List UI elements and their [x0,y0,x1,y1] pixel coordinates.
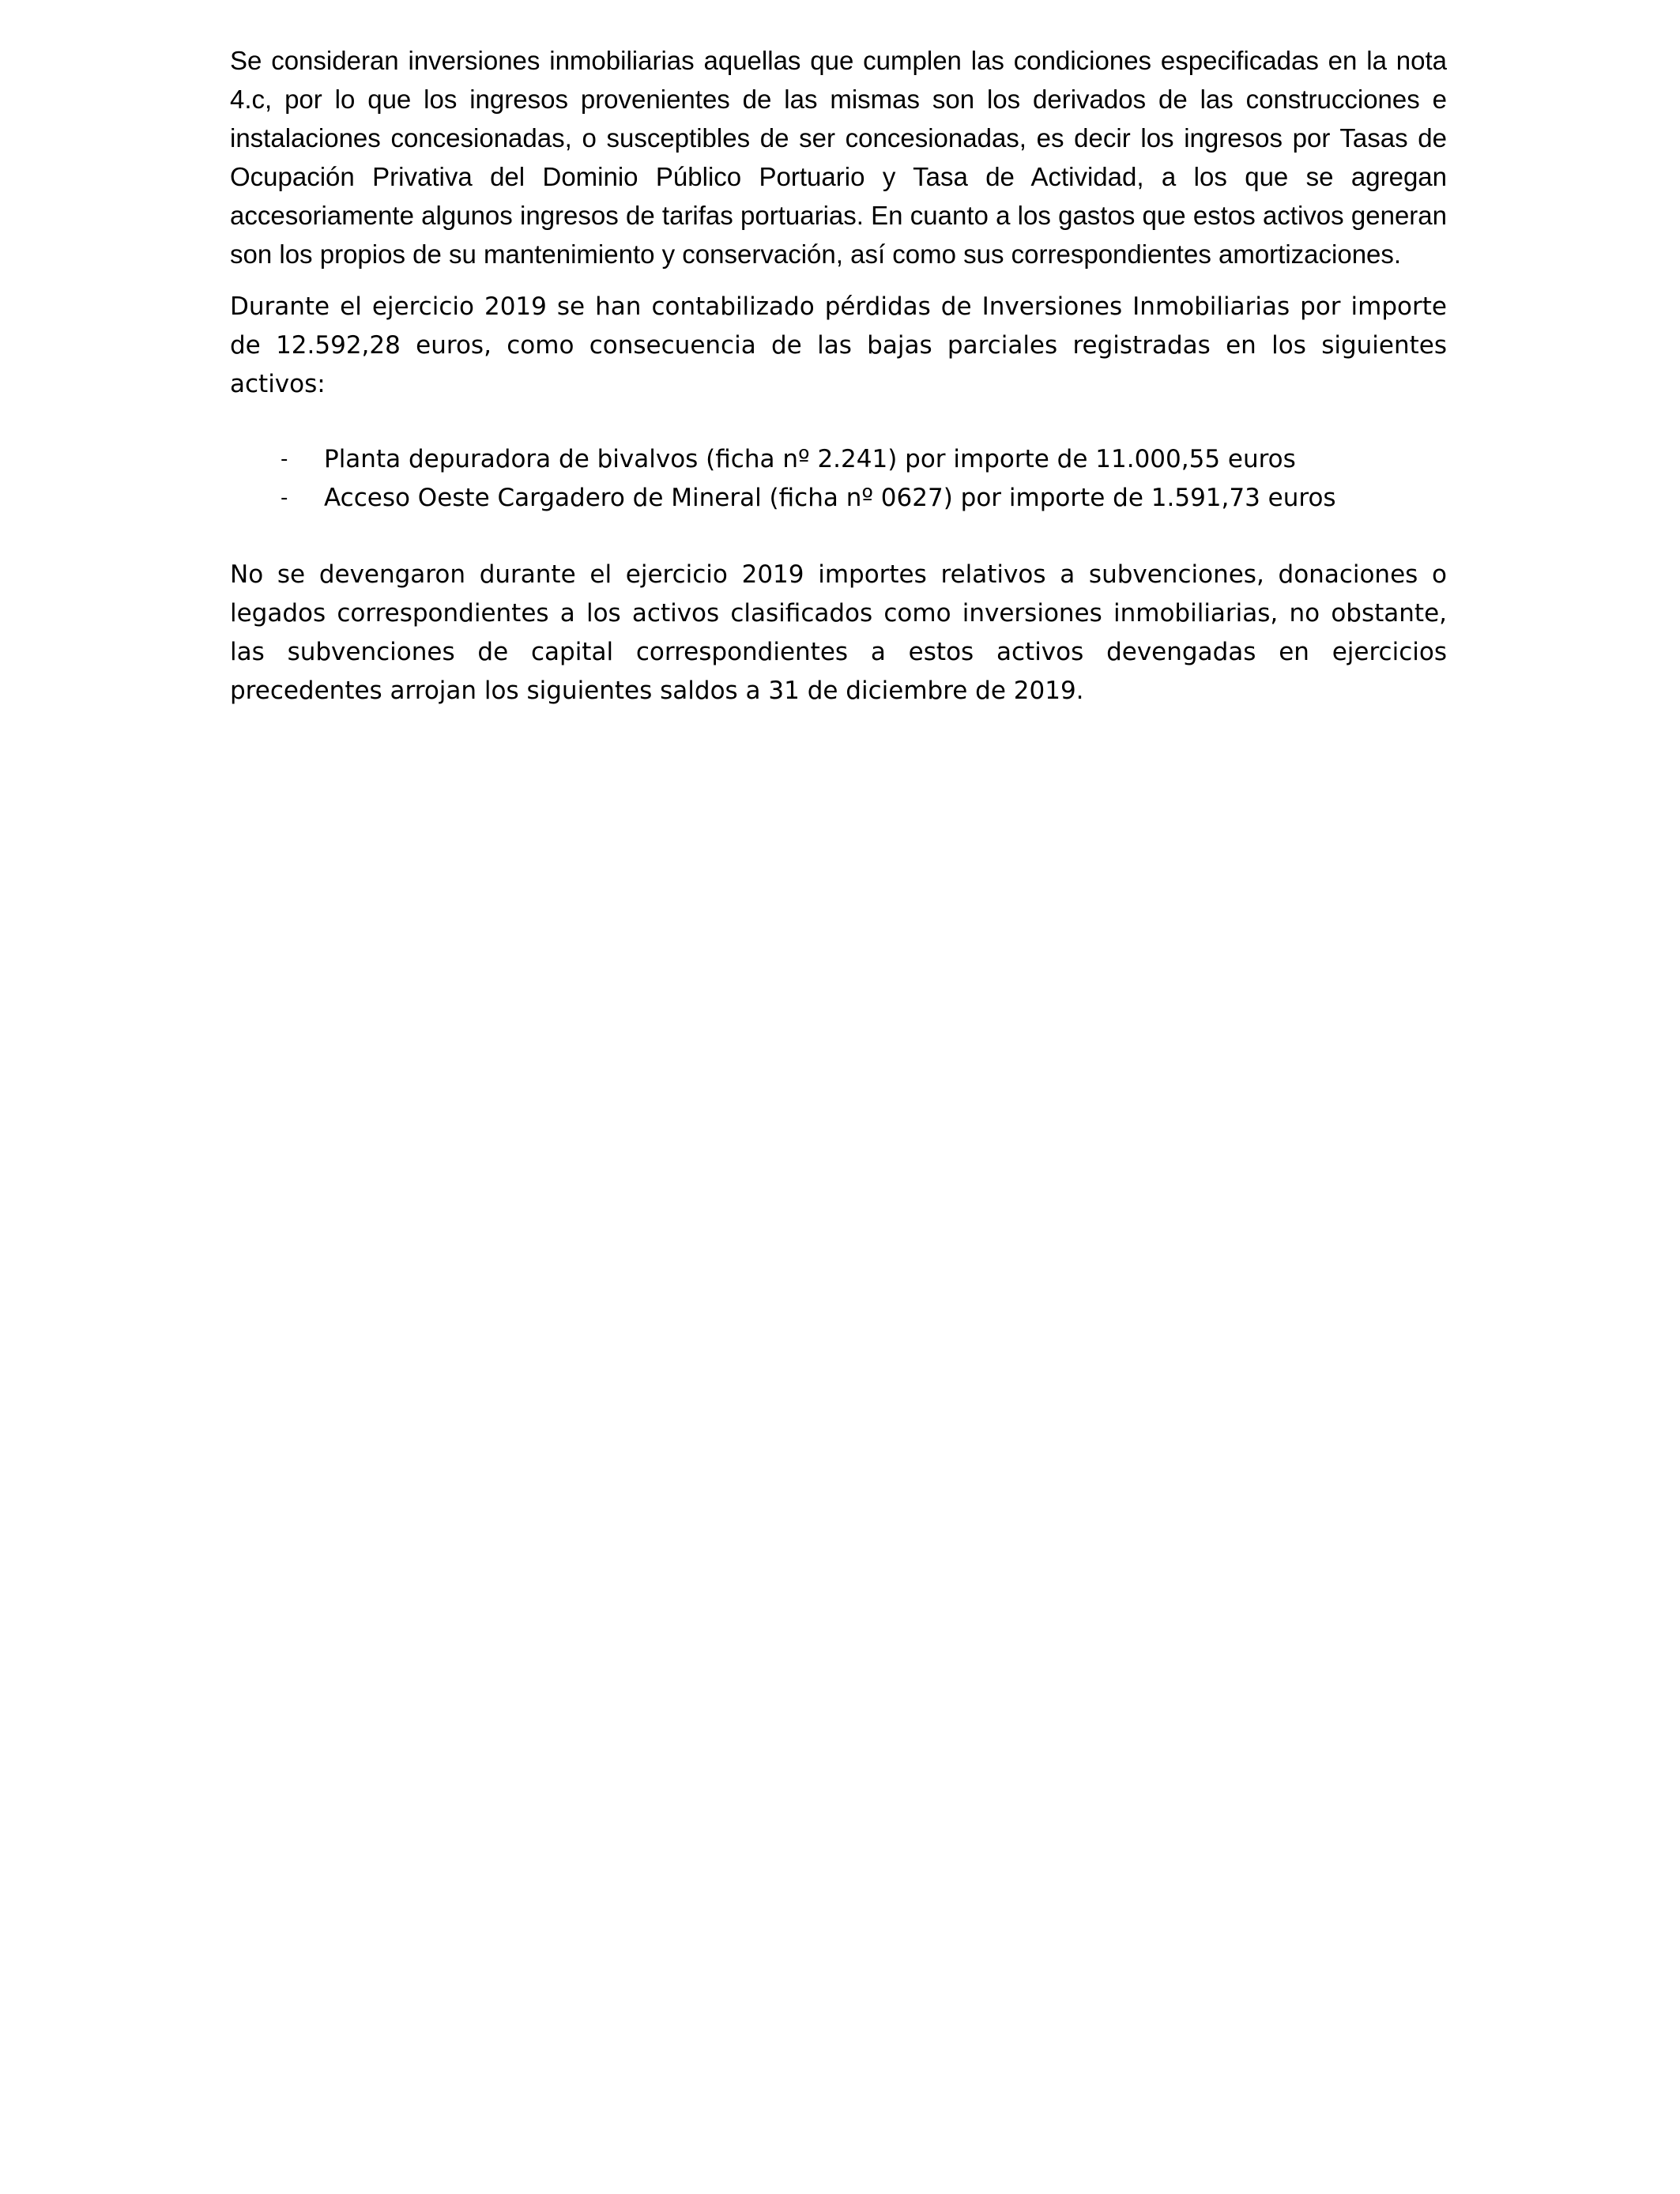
list-item-text: Planta depuradora de bivalvos (ficha nº 2.241) por importe de 11.000,55 euros [324,445,1296,473]
paragraph-investment-definition: Se consideran inversiones inmobiliarias aquellas que cumplen las condiciones especificadas en la nota 4.c, por lo que los ingresos provenientes de las mismas son los derivados de las construcciones e instalaciones concesionadas, o susceptibles de ser concesionadas, es decir los ingresos por Tasas de Ocupación Privativa del Dominio Público Portuario y Tasa de Actividad, a los que se agregan accesoriamente algunos ingresos de tarifas portuarias. En cuanto a los gastos que estos activos generan son los propios de su mantenimiento y conservación, así como sus correspondientes amortizaciones. [230,46,1447,269]
list-item [230,440,1447,479]
paragraph-subsidies: No se devengaron durante el ejercicio 2019 importes relativos a subvenciones, donaciones o legados correspondientes a los activos clasificados como inversiones inmobiliarias, no obstante, las subvenciones de capital correspondientes a estos activos devengadas en ejercicios precedentes arrojan los siguientes saldos a 31 de diciembre de 2019. [230,560,1447,705]
document-body [230,41,1447,711]
list-item [230,479,1447,518]
paragraph-losses-2019: Durante el ejercicio 2019 se han contabilizado pérdidas de Inversiones Inmobiliarias por importe de 12.592,28 euros, como consecuencia de las bajas parciales registradas en los siguientes activos: [230,292,1447,398]
asset-losses-list [230,440,1447,518]
dash-bullet-icon: - [281,486,288,510]
dash-bullet-icon: - [281,447,288,471]
list-item-text: Acceso Oeste Cargadero de Mineral (ficha nº 0627) por importe de 1.591,73 euros [324,484,1336,512]
